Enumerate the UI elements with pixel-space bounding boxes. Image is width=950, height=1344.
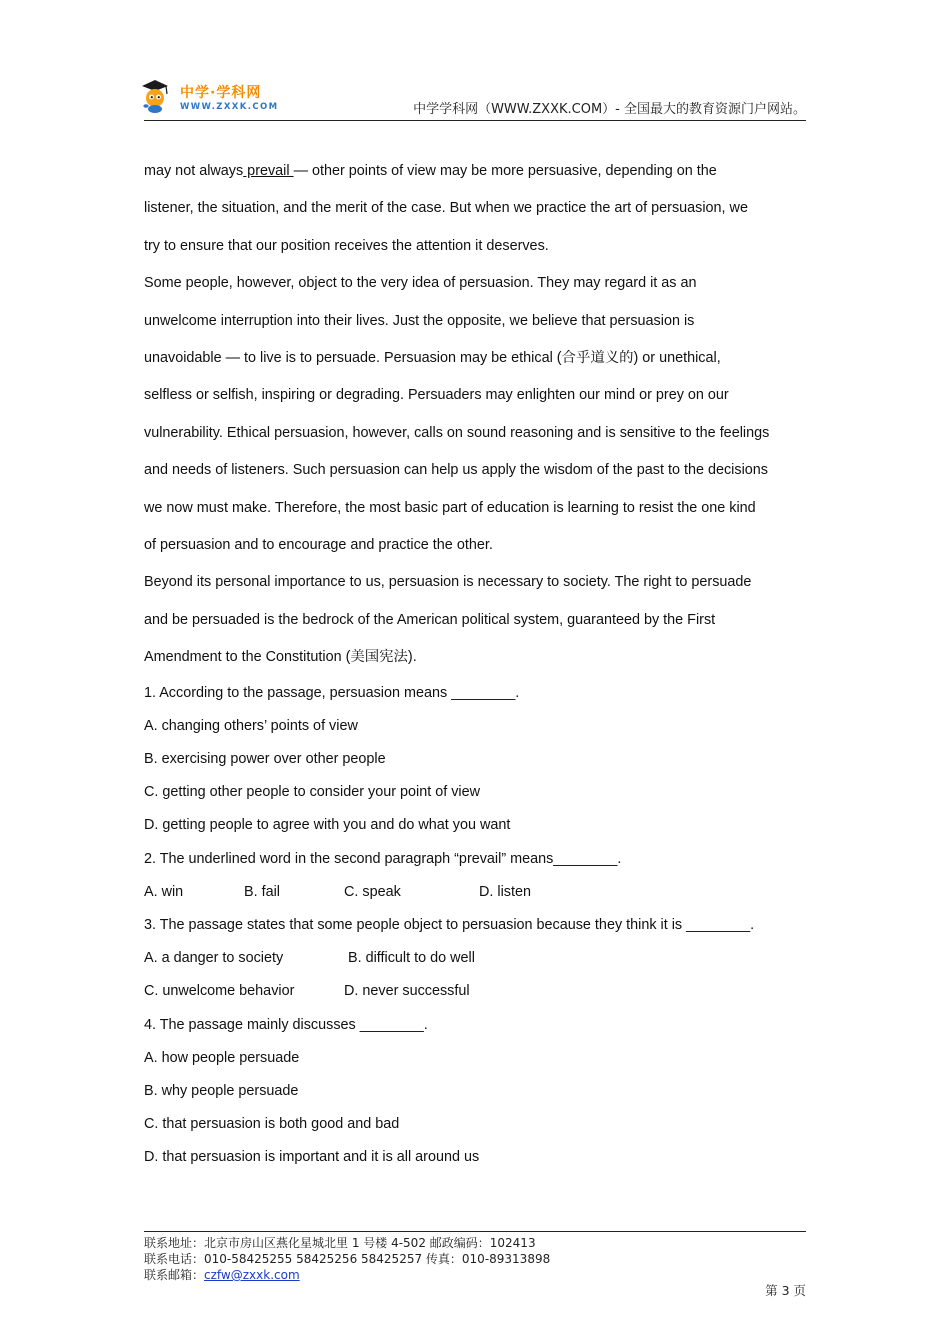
- page-footer: [144, 1231, 806, 1283]
- question-3: [144, 909, 810, 1009]
- options-row: [144, 975, 810, 1008]
- footer-address: 联系地址：北京市房山区燕化星城北里 1 号楼 4-502 邮政编码：102413: [144, 1236, 536, 1250]
- text-line: unavoidable — to live is to persuade. Persuasion may be ethical (合乎道义的) or unethical,: [144, 350, 721, 367]
- option-d: D. listen: [479, 883, 531, 900]
- option-a: A. changing others’ points of view: [144, 717, 358, 734]
- option-a: A. how people persuade: [144, 1049, 300, 1066]
- options-row: [144, 942, 810, 975]
- text-line: of persuasion and to encourage and practice the other.: [144, 537, 493, 554]
- passage-paragraph-2: [144, 265, 810, 564]
- document-body: [144, 153, 810, 1175]
- header-tagline: 中学学科网（WWW.ZXXK.COM）- 全国最大的教育资源门户网站。: [413, 102, 806, 117]
- page-number: 第 3 页: [765, 1283, 806, 1298]
- text-line: listener, the situation, and the merit of the case. But when we practice the art of persuasion, we: [144, 200, 748, 217]
- text-line: and needs of listeners. Such persuasion can help us apply the wisdom of the past to the decisions: [144, 462, 768, 479]
- underlined-word: prevail: [243, 163, 294, 179]
- question-1: [144, 677, 810, 843]
- text-line: Amendment to the Constitution (美国宪法).: [144, 649, 417, 666]
- text-line: try to ensure that our position receives the attention it deserves.: [144, 237, 549, 254]
- passage-paragraph-3: [144, 564, 810, 676]
- text-line: vulnerability. Ethical persuasion, however, calls on sound reasoning and is sensitive to the feelings: [144, 424, 770, 441]
- option-d: D. that persuasion is important and it is all around us: [144, 1149, 480, 1166]
- option-c: C. getting other people to consider your point of view: [144, 784, 480, 801]
- option-b: B. exercising power over other people: [144, 751, 386, 768]
- footer-email-link[interactable]: czfw@zxxk.com: [204, 1268, 300, 1282]
- option-c: C. unwelcome behavior: [144, 983, 295, 1000]
- question-stem: 4. The passage mainly discusses ________.: [144, 1016, 428, 1033]
- option-d: D. never successful: [344, 983, 470, 1000]
- text-line: [144, 153, 810, 190]
- passage-paragraph-1: [144, 153, 810, 265]
- question-stem: 1. According to the passage, persuasion means ________.: [144, 684, 520, 701]
- text-line: Some people, however, object to the very idea of persuasion. They may regard it as an: [144, 275, 697, 292]
- option-a: A. a danger to society: [144, 950, 284, 967]
- text-run: — other points of view may be more persuasive, depending on the: [293, 163, 717, 179]
- text-run: may not always: [144, 163, 244, 179]
- options-row: [144, 876, 810, 909]
- footer-phone: 联系电话：010-58425255 58425256 58425257 传真：010-89313898: [144, 1252, 551, 1266]
- logo-url: WWW.ZXXK.COM: [180, 102, 279, 112]
- question-2: [144, 843, 810, 909]
- page-header: [144, 74, 806, 121]
- question-4: [144, 1009, 810, 1175]
- text-line: unwelcome interruption into their lives. Just the opposite, we believe that persuasion is: [144, 312, 695, 329]
- option-b: B. difficult to do well: [348, 950, 475, 967]
- option-a: A. win: [144, 883, 184, 900]
- text-line: we now must make. Therefore, the most basic part of education is learning to resist the one kind: [144, 499, 756, 516]
- option-c: C. speak: [344, 883, 401, 900]
- site-logo[interactable]: [138, 78, 278, 118]
- option-d: D. getting people to agree with you and do what you want: [144, 817, 511, 834]
- logo-brand: 中学·学科网: [180, 85, 262, 101]
- text-line: selfless or selfish, inspiring or degrading. Persuaders may enlighten our mind or prey on our: [144, 387, 729, 404]
- option-c: C. that persuasion is both good and bad: [144, 1116, 400, 1133]
- question-stem: 3. The passage states that some people object to persuasion because they think it is ________.: [144, 917, 755, 933]
- footer-email-label: 联系邮箱：: [144, 1268, 205, 1282]
- mascot-icon: [138, 78, 172, 114]
- option-b: B. fail: [244, 883, 280, 900]
- text-line: and be persuaded is the bedrock of the American political system, guaranteed by the First: [144, 611, 716, 628]
- option-b: B. why people persuade: [144, 1082, 299, 1099]
- text-line: Beyond its personal importance to us, persuasion is necessary to society. The right to persuade: [144, 574, 752, 591]
- question-stem: 2. The underlined word in the second paragraph “prevail” means________.: [144, 850, 622, 867]
- footer-email-line: [144, 1267, 806, 1283]
